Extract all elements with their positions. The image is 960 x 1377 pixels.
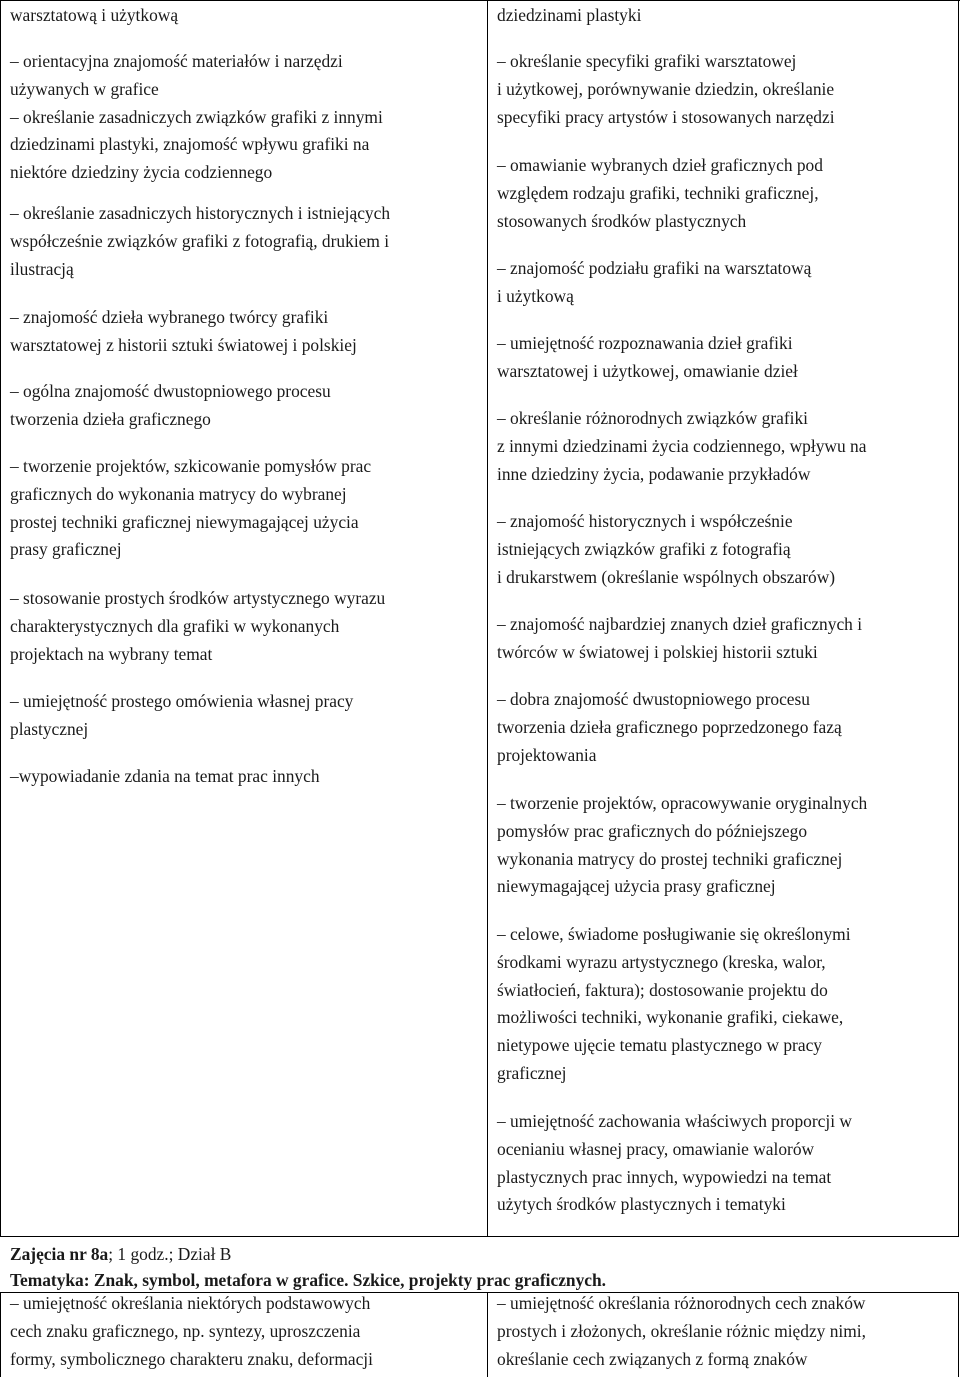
- text-line: prostych i złożonych, określanie różnic między nimi,: [497, 1320, 866, 1341]
- bottom-table-left-cell: [10, 1290, 373, 1373]
- left-item-4: [10, 378, 331, 434]
- text-line: – stosowanie prostych środków artystycznego wyrazu: [10, 588, 386, 608]
- text-line: prasy graficznej: [10, 539, 122, 560]
- text-line: – umiejętność określania różnorodnych cech znaków: [497, 1293, 866, 1313]
- top-table-left-border: [0, 0, 1, 1236]
- bottom-table-left-border: [0, 1292, 1, 1377]
- text-line: warsztatowej i użytkowej, omawianie dzieł: [497, 360, 798, 381]
- right-item-4: [497, 330, 798, 386]
- top-table-top-border: [0, 0, 960, 1]
- left-item-2: [10, 200, 390, 283]
- text-line: – ogólna znajomość dwustopniowego procesu: [10, 381, 331, 401]
- left-item-3: [10, 304, 357, 360]
- right-item-10: [497, 921, 851, 1088]
- text-line: prostej techniki graficznej niewymagającej użycia: [10, 511, 359, 532]
- text-line: specyfiki pracy artystów i stosowanych narzędzi: [497, 106, 835, 127]
- text-line: – dobra znajomość dwustopniowego procesu: [497, 689, 810, 709]
- text-line: względem rodzaju grafiki, techniki graficznej,: [497, 182, 819, 203]
- text-line: inne dziedziny życia, podawanie przykładów: [497, 463, 811, 484]
- text-line: tworzenia dzieła graficznego poprzedzonego fazą: [497, 716, 842, 737]
- text-line: – określanie zasadniczych związków grafiki z innymi: [10, 106, 383, 127]
- text-line: cech znaku graficznego, np. syntezy, uproszczenia: [10, 1320, 361, 1341]
- right-item-3: [497, 255, 811, 311]
- text-line: – orientacyjna znajomość materiałów i narzędzi: [10, 51, 343, 71]
- text-line: – określanie różnorodnych związków grafiki: [497, 408, 808, 428]
- text-line: niektóre dziedziny życia codziennego: [10, 162, 273, 183]
- text-line: – umiejętność rozpoznawania dzieł grafiki: [497, 333, 793, 353]
- text-line: – umiejętność określania niektórych podstawowych: [10, 1293, 371, 1313]
- right-item-2: [497, 152, 823, 235]
- top-table-middle-border: [487, 0, 488, 1236]
- text-line: określanie cech związanych z formą znaków: [497, 1348, 808, 1369]
- text-line: światłocień, faktura); dostosowanie projektu do: [497, 979, 828, 1000]
- right-item-6: [497, 508, 835, 591]
- left-item-5: [10, 453, 371, 564]
- bottom-table-right-cell: [497, 1290, 866, 1373]
- text-line: plastycznych prac innych, wypowiedzi na temat: [497, 1166, 832, 1187]
- text-line: – znajomość dzieła wybranego twórcy grafiki: [10, 307, 329, 327]
- text-line: graficznej: [497, 1062, 567, 1083]
- text-line: z innymi dziedzinami życia codziennego, wpływu na: [497, 435, 867, 456]
- text-line: – znajomość podziału grafiki na warsztatową: [497, 258, 812, 278]
- text-line: warsztatowej z historii sztuki światowej i polskiej: [10, 334, 357, 355]
- right-item-9: [497, 790, 867, 901]
- text-line: projektowania: [497, 744, 597, 765]
- bottom-table-middle-border: [487, 1292, 488, 1377]
- bottom-table-right-border: [958, 1292, 959, 1377]
- right-item-1: [497, 48, 835, 131]
- text-line: –wypowiadanie zdania na temat prac innych: [10, 766, 320, 786]
- right-item-11: [497, 1108, 852, 1219]
- left-item-6: [10, 585, 385, 668]
- text-line: i drukarstwem (określanie wspólnych obszarów): [497, 566, 836, 587]
- left-item-1: [10, 48, 383, 187]
- text-line: charakterystycznych dla grafiki w wykonanych: [10, 615, 340, 636]
- text-line: plastycznej: [10, 718, 89, 739]
- right-header-line: dziedzinami plastyki: [497, 5, 642, 25]
- text-line: – celowe, świadome posługiwanie się określonymi: [497, 924, 851, 944]
- text-line: ilustracją: [10, 258, 74, 279]
- text-line: – umiejętność zachowania właściwych proporcji w: [497, 1111, 852, 1131]
- text-line: dziedzinami plastyki, znajomość wpływu grafiki na: [10, 134, 370, 155]
- lesson-line: [10, 1241, 606, 1267]
- text-line: użytych środków plastycznych i tematyki: [497, 1194, 786, 1215]
- text-line: wykonania matrycy do prostej techniki graficznej: [497, 848, 843, 869]
- right-item-7: [497, 611, 862, 667]
- text-line: – znajomość najbardziej znanych dzieł graficznych i: [497, 614, 863, 634]
- text-line: niewymagającej użycia prasy graficznej: [497, 876, 776, 897]
- text-line: nietypowe ujęcie tematu plastycznego w pracy: [497, 1035, 822, 1056]
- text-line: używanych w grafice: [10, 78, 159, 99]
- text-line: twórców w światowej i polskiej historii sztuki: [497, 641, 818, 662]
- lesson-number: Zajęcia nr 8a: [10, 1244, 109, 1264]
- text-line: istniejących związków grafiki z fotografią: [497, 538, 791, 559]
- text-line: formy, symbolicznego charakteru znaku, deformacji: [10, 1348, 373, 1369]
- text-line: tworzenia dzieła graficznego: [10, 408, 211, 429]
- text-line: możliwości techniki, wykonanie grafiki, ciekawe,: [497, 1007, 844, 1028]
- top-table-right-border: [958, 0, 959, 1236]
- text-line: pomysłów prac graficznych do późniejszego: [497, 820, 808, 841]
- text-line: projektach na wybrany temat: [10, 643, 213, 664]
- section-heading: [10, 1241, 606, 1293]
- text-line: – tworzenie projektów, szkicowanie pomysłów prac: [10, 456, 372, 476]
- right-item-8: [497, 686, 842, 769]
- left-item-8: [10, 763, 320, 791]
- text-line: graficznych do wykonania matrycy do wybranej: [10, 483, 347, 504]
- text-line: stosowanych środków plastycznych: [497, 210, 747, 231]
- top-table-bottom-border: [0, 1236, 959, 1237]
- text-line: – określanie specyfiki grafiki warsztatowej: [497, 51, 797, 71]
- text-line: – umiejętność prostego omówienia własnej pracy: [10, 691, 354, 711]
- left-header-line: warsztatową i użytkową: [10, 5, 179, 25]
- text-line: – tworzenie projektów, opracowywanie oryginalnych: [497, 793, 868, 813]
- text-line: – znajomość historycznych i współcześnie: [497, 511, 793, 531]
- text-line: i użytkową: [497, 285, 574, 306]
- lesson-details: ; 1 godz.; Dział B: [108, 1244, 232, 1264]
- text-line: – omawianie wybranych dzieł graficznych pod: [497, 155, 823, 175]
- text-line: – określanie zasadniczych historycznych i istniejących: [10, 203, 391, 223]
- text-line: środkami wyrazu artystycznego (kreska, walor,: [497, 951, 826, 972]
- text-line: ocenianiu własnej pracy, omawianie walorów: [497, 1138, 815, 1159]
- topic-line: Tematyka: Znak, symbol, metafora w grafice. Szkice, projekty prac graficznych.: [10, 1270, 607, 1290]
- text-line: i użytkowej, porównywanie dziedzin, określanie: [497, 78, 835, 99]
- right-item-5: [497, 405, 866, 488]
- left-item-7: [10, 688, 353, 744]
- text-line: współcześnie związków grafiki z fotografią, drukiem i: [10, 230, 390, 251]
